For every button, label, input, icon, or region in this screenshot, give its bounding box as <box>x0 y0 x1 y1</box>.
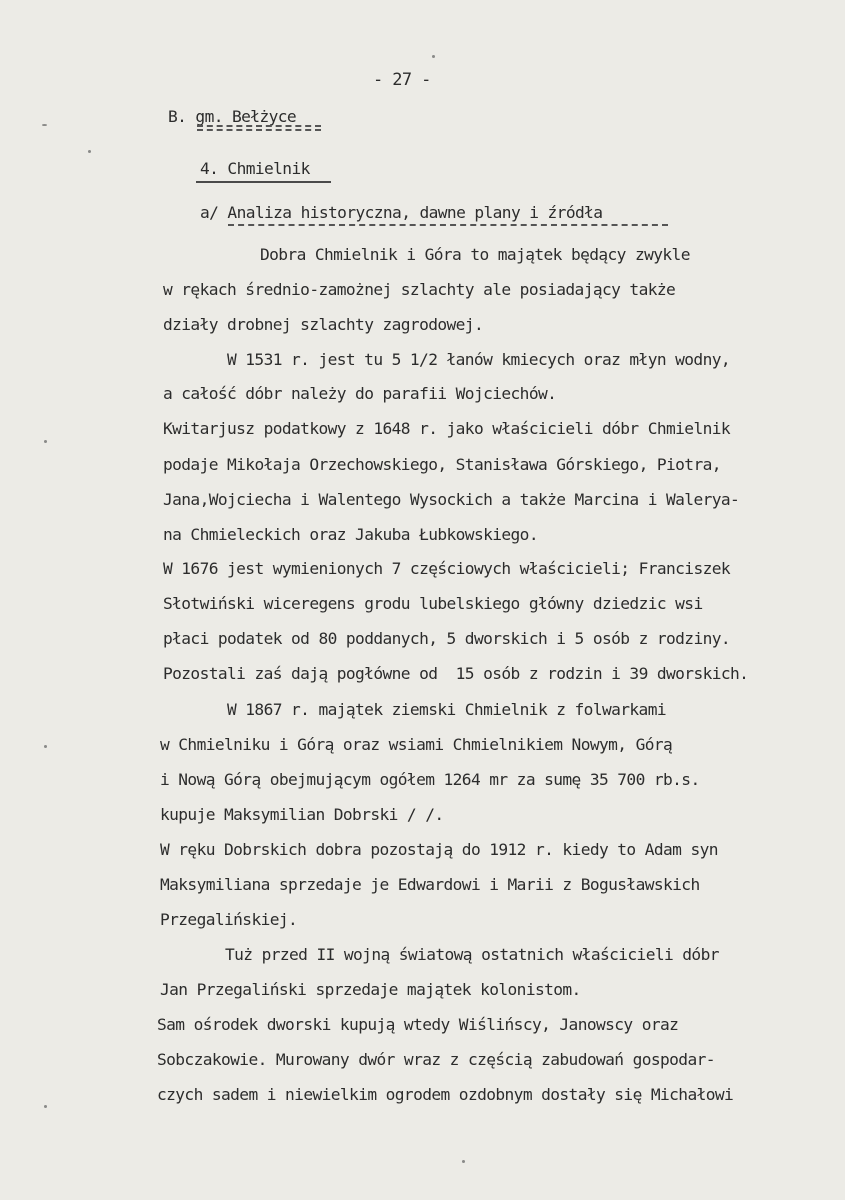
text-line: a całość dóbr należy do parafii Wojciechów. <box>163 384 557 403</box>
text-line: Sam ośrodek dworski kupują wtedy Wiślińscy, Janowscy oraz <box>157 1015 679 1034</box>
text-line: Maksymiliana sprzedaje je Edwardowi i Marii z Bogusławskich <box>160 875 700 894</box>
paper-speck <box>44 745 47 748</box>
text-line: Dobra Chmielnik i Góra to majątek będący zwykle <box>260 245 690 264</box>
part-heading: a/ Analiza historyczna, dawne plany i źródła <box>200 203 603 222</box>
text-line: na Chmieleckich oraz Jakuba Łubkowskiego. <box>163 525 538 544</box>
text-line: W 1531 r. jest tu 5 1/2 łanów kmiecych oraz młyn wodny, <box>227 350 731 369</box>
section-heading: B. gm. Bełżyce <box>168 107 297 126</box>
text-line: W 1867 r. majątek ziemski Chmielnik z folwarkami <box>227 700 666 719</box>
text-line: płaci podatek od 80 poddanych, 5 dworskich i 5 osób z rodziny. <box>163 629 731 648</box>
paper-speck <box>462 1160 465 1163</box>
page-number: - 27 - <box>373 70 431 90</box>
paper-speck <box>42 124 47 126</box>
text-line: Jan Przegaliński sprzedaje majątek kolonistom. <box>160 980 581 999</box>
text-line: Jana,Wojciecha i Walentego Wysockich a także Marcina i Walerya- <box>163 490 740 509</box>
text-line: Sobczakowie. Murowany dwór wraz z częścią zabudowań gospodar- <box>157 1050 715 1069</box>
text-line: Kwitarjusz podatkowy z 1648 r. jako właścicieli dóbr Chmielnik <box>163 419 731 438</box>
text-line: podaje Mikołaja Orzechowskiego, Stanisława Górskiego, Piotra, <box>163 455 721 474</box>
text-line: działy drobnej szlachty zagrodowej. <box>163 315 484 334</box>
text-line: kupuje Maksymilian Dobrski / /. <box>160 805 444 824</box>
section-heading-underline <box>197 124 321 132</box>
text-line: czych sadem i niewielkim ogrodem ozdobnym dostały się Michałowi <box>157 1085 734 1104</box>
text-line: w Chmielniku i Górą oraz wsiami Chmielnikiem Nowym, Górą <box>160 735 673 754</box>
paper-speck <box>44 440 47 443</box>
paper-speck <box>432 55 435 58</box>
paper-speck <box>44 1105 47 1108</box>
text-line: Słotwiński wiceregens grodu lubelskiego główny dziedzic wsi <box>163 594 703 613</box>
sub-heading: 4. Chmielnik <box>200 159 310 178</box>
text-line: w rękach średnio-zamożnej szlachty ale posiadający także <box>163 280 676 299</box>
text-line: Tuż przed II wojną światową ostatnich właścicieli dóbr <box>225 945 719 964</box>
text-line: Pozostali zaś dają pogłówne od 15 osób z rodzin i 39 dworskich. <box>163 664 749 683</box>
sub-heading-underline <box>196 181 331 183</box>
part-heading-underline <box>228 224 668 226</box>
text-line: Przegalińskiej. <box>160 910 298 929</box>
text-line: W 1676 jest wymienionych 7 częściowych właścicieli; Franciszek <box>163 559 731 578</box>
text-line: i Nową Górą obejmującym ogółem 1264 mr za sumę 35 700 rb.s. <box>160 770 700 789</box>
text-line: W ręku Dobrskich dobra pozostają do 1912 r. kiedy to Adam syn <box>160 840 718 859</box>
paper-speck <box>88 150 91 153</box>
